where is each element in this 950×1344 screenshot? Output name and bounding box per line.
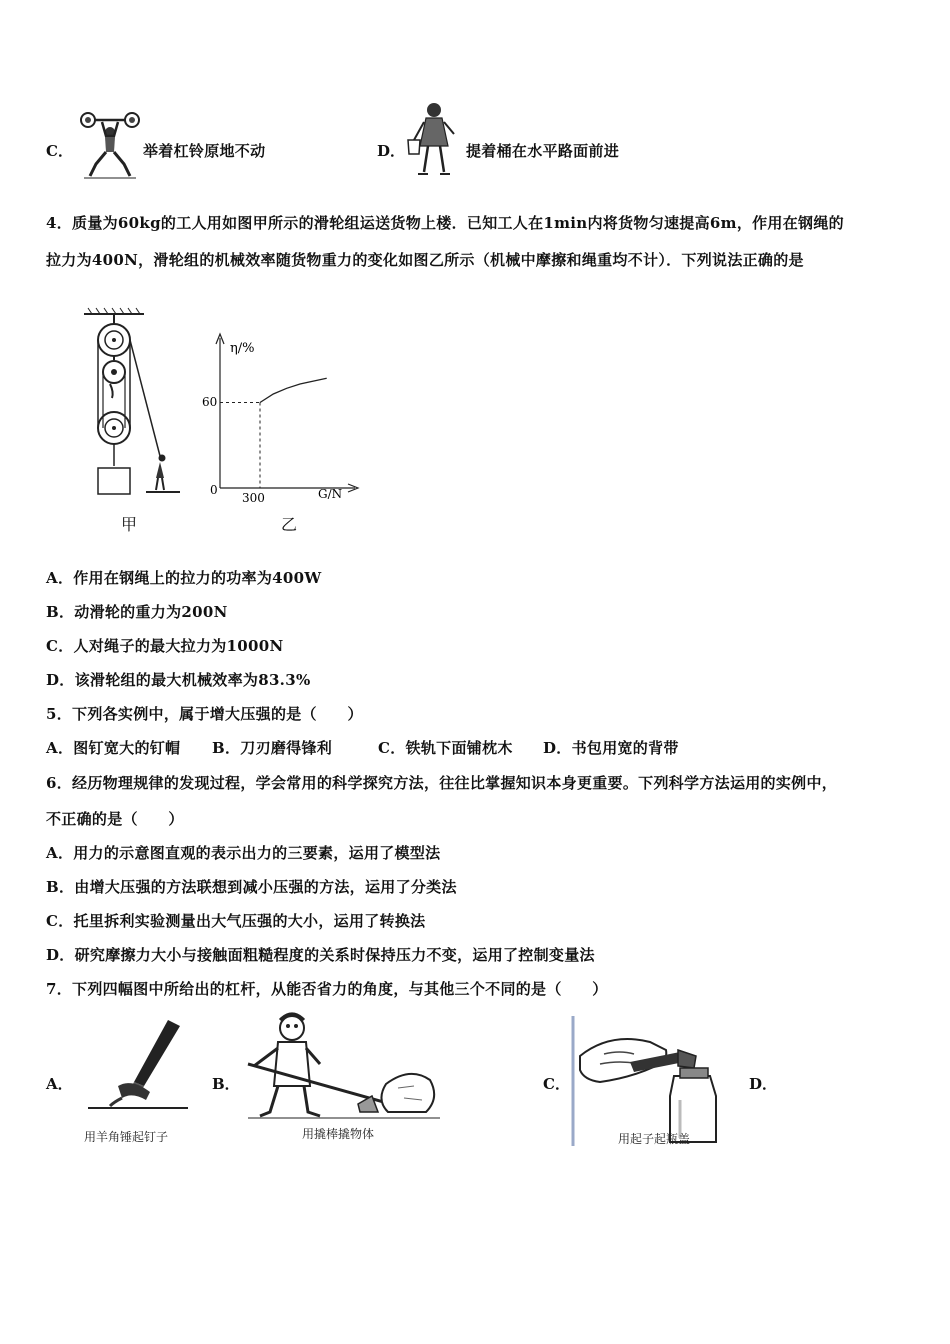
- q6-stem-line2: 不正确的是（ ）: [46, 810, 184, 828]
- q4-option-d: D．该滑轮组的最大机械效率为83.3%: [46, 671, 311, 689]
- q4-option-b: B．动滑轮的重力为200N: [46, 603, 228, 621]
- q4-option-a: A．作用在钢绳上的拉力的功率为400W: [46, 569, 322, 587]
- figure-jia-label: 甲: [121, 515, 138, 534]
- q3-option-d-text: 提着桶在水平路面前进: [466, 142, 620, 160]
- q5-option-d: D．书包用宽的背带: [543, 739, 679, 757]
- q4-stem-line1: 4．质量为60kg的工人用如图甲所示的滑轮组运送货物上楼．已知工人在1min内将货物匀速提高6m，作用在钢绳的: [46, 214, 844, 232]
- q7-option-d-label: D．: [749, 1075, 778, 1093]
- q6-stem-line1: 6．经历物理规律的发现过程，学会常用的科学探究方法，往往比掌握知识本身更重要。下列科学方法运用的实例中，: [46, 774, 838, 792]
- q3-option-c-text: 举着杠铃原地不动: [143, 142, 266, 160]
- q6-option-d: D．研究摩擦力大小与接触面粗糙程度的关系时保持压力不变，运用了控制变量法: [46, 946, 595, 964]
- claw-hammer-illustration: [88, 1016, 188, 1112]
- efficiency-chart: [190, 328, 370, 518]
- q7-stem: 7．下列四幅图中所给出的杠杆，从能否省力的角度，与其他三个不同的是（ ）: [46, 980, 608, 998]
- q4-option-c: C．人对绳子的最大拉力为1000N: [46, 637, 284, 655]
- figure-yi-label: 乙: [281, 515, 298, 534]
- q7-caption-c: 用起子起瓶盖: [618, 1132, 691, 1146]
- pulley-system-diagram: [80, 308, 190, 498]
- q7-option-b-label: B．: [212, 1075, 240, 1093]
- girl-carrying-bucket-illustration: [404, 100, 460, 180]
- q5-stem: 5．下列各实例中，属于增大压强的是（ ）: [46, 705, 363, 723]
- efficiency-curve: [260, 378, 327, 402]
- q7-caption-b: 用撬棒撬物体: [302, 1127, 375, 1141]
- q7-option-a-label: A．: [46, 1075, 73, 1093]
- chart-origin-label: 0: [210, 483, 218, 497]
- q6-option-a: A．用力的示意图直观的表示出力的三要素，运用了模型法: [46, 844, 441, 862]
- q5-option-a: A．图钉宽大的钉帽: [46, 739, 181, 757]
- bottle-opener-illustration: [570, 1016, 722, 1146]
- q5-option-c: C．铁轨下面铺枕木: [378, 739, 513, 757]
- chart-x-tick: 300: [242, 491, 265, 505]
- q3-option-c-label: C．: [46, 142, 73, 160]
- chart-y-label: η/%: [230, 341, 255, 356]
- q7-option-c-label: C．: [543, 1075, 570, 1093]
- weightlifter-illustration: [80, 108, 140, 180]
- chart-x-label: G/N: [318, 487, 343, 501]
- q5-option-b: B．刀刃磨得锋利: [212, 739, 333, 757]
- q4-stem-line2: 拉力为400N，滑轮组的机械效率随货物重力的变化如图乙所示（机械中摩擦和绳重均不计）．下列说法正确的是: [46, 251, 804, 269]
- q7-caption-a: 用羊角锤起钉子: [84, 1130, 169, 1144]
- q6-option-b: B．由增大压强的方法联想到减小压强的方法，运用了分类法: [46, 878, 457, 896]
- q3-option-d-label: D．: [377, 142, 406, 160]
- chart-y-tick: 60: [202, 395, 218, 409]
- crowbar-lever-illustration: [248, 1008, 440, 1126]
- q6-option-c: C．托里拆利实验测量出大气压强的大小，运用了转换法: [46, 912, 426, 930]
